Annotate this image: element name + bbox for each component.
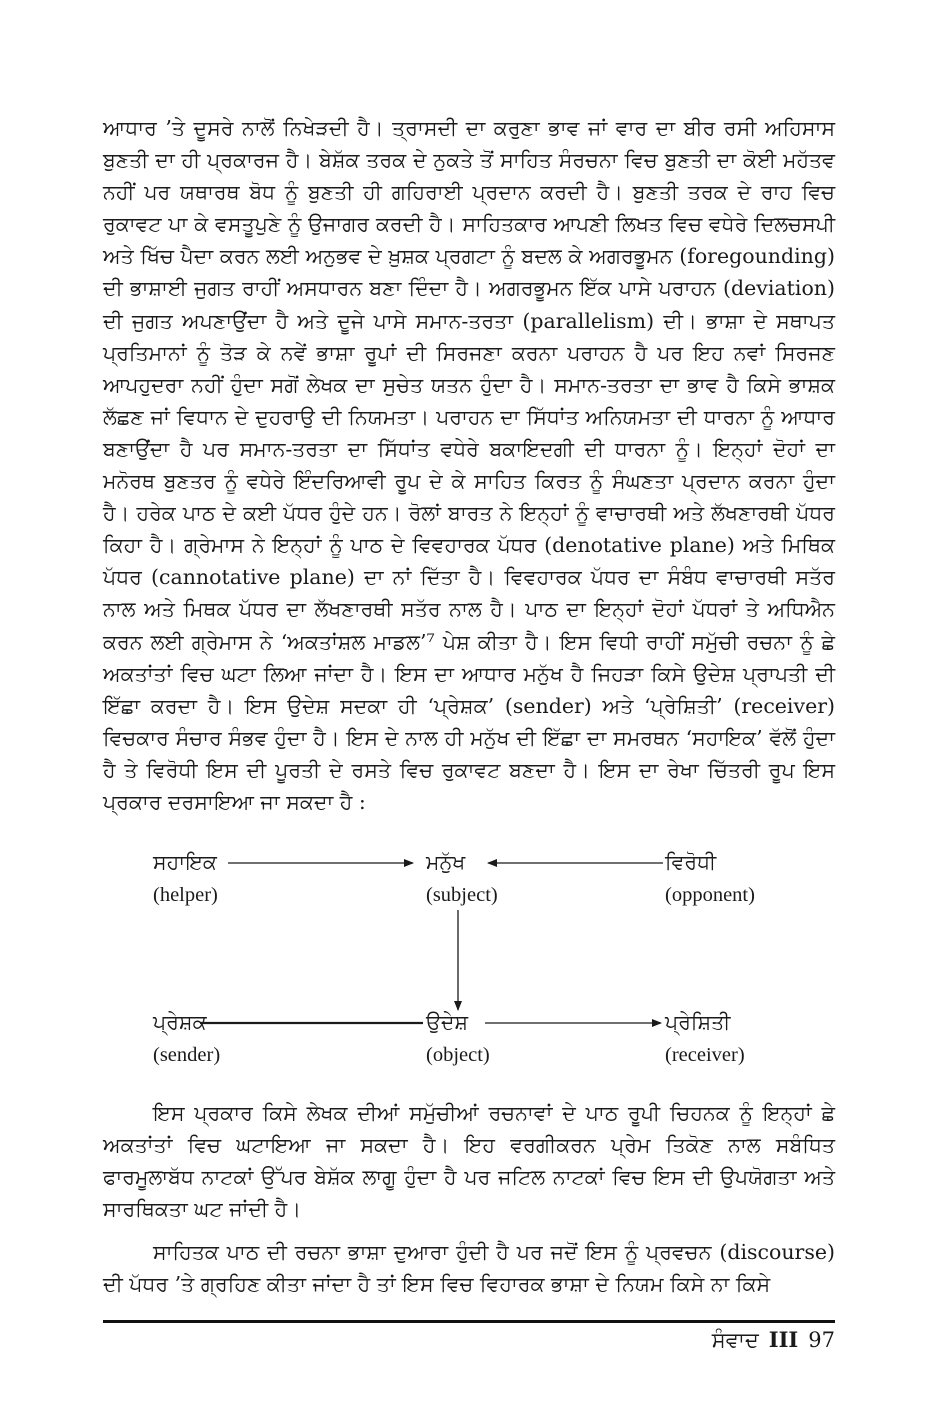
opponent-gloss: (opponent) (665, 884, 755, 906)
page-footer (702, 1327, 835, 1353)
helper-label: ਸਹਾਇਕ (153, 850, 217, 874)
object-label: ਉਦੇਸ਼ (426, 1010, 469, 1034)
body-paragraph-3: ਸਾਹਿਤਕ ਪਾਠ ਦੀ ਰਚਨਾ ਭਾਸ਼ਾ ਦੁਆਰਾ ਹੁੰਦੀ ਹੈ ਪਰ ਜਦੋਂ ਇਸ ਨੂੰ ਪ੍ਰਵਚਨ (discourse) ਦੀ ਪੱਧਰ ’ਤੇ ਗ੍ਰਹਿਣ ਕੀਤਾ ਜਾਂਦਾ ਹੈ ਤਾਂ ਇਸ ਵਿਚ ਵਿਹਾਰਕ ਭਾਸ਼ਾ ਦੇ ਨਿਯਮ ਕਿਸੇ ਨਾ ਕਿਸੇ (103, 1240, 835, 1297)
opponent-label: ਵਿਰੋਧੀ (665, 850, 717, 874)
footer-rule (103, 1320, 835, 1323)
subject-label: ਮਨੁੱਖ (426, 850, 466, 874)
helper-gloss: (helper) (153, 884, 218, 906)
actantial-model-diagram (103, 845, 835, 1085)
object-gloss: (object) (426, 1044, 490, 1066)
subject-gloss: (subject) (426, 884, 498, 906)
sender-gloss: (sender) (153, 1044, 221, 1066)
body-paragraph-2: ਇਸ ਪ੍ਰਕਾਰ ਕਿਸੇ ਲੇਖਕ ਦੀਆਂ ਸਮੁੱਚੀਆਂ ਰਚਨਾਵਾਂ ਦੇ ਪਾਠ ਰੂਪੀ ਚਿਹਨਕ ਨੂੰ ਇਨ੍ਹਾਂ ਛੇ ਅਕਤਾਂਤਾਂ ਵਿਚ ਘਟਾਇਆ ਜਾ ਸਕਦਾ ਹੈ। ਇਹ ਵਰਗੀਕਰਨ ਪ੍ਰੇਮ ਤਿਕੋਣ ਨਾਲ ਸਬੰਧਿਤ ਫਾਰਮੂਲਾਬੱਧ ਨਾਟਕਾਂ ਉੱਪਰ ਬੇਸ਼ੱਕ ਲਾਗੂ ਹੁੰਦਾ ਹੈ ਪਰ ਜਟਿਲ ਨਾਟਕਾਂ ਵਿਚ ਇਸ ਦੀ ਉਪਯੋਗਤਾ ਅਤੇ ਸਾਰਥਿਕਤਾ ਘਟ ਜਾਂਦੀ ਹੈ। (103, 1101, 835, 1222)
page-number: 97 (808, 1328, 835, 1352)
receiver-label: ਪ੍ਰੇਸ਼ਿਤੀ (665, 1010, 731, 1034)
sender-label: ਪ੍ਰੇਸ਼ਕ (153, 1010, 207, 1034)
footer-separator: III (768, 1327, 799, 1352)
receiver-gloss: (receiver) (665, 1044, 745, 1066)
body-paragraph-1: ਆਧਾਰ ’ਤੇ ਦੂਸਰੇ ਨਾਲੋਂ ਨਿਖੇੜਦੀ ਹੈ। ਤ੍ਰਾਸਦੀ ਦਾ ਕਰੁਣਾ ਭਾਵ ਜਾਂ ਵਾਰ ਦਾ ਬੀਰ ਰਸੀ ਅਹਿਸਾਸ ਬੁਣਤੀ ਦਾ ਹੀ ਪ੍ਰਕਾਰਜ ਹੈ। ਬੇਸ਼ੱਕ ਤਰਕ ਦੇ ਨੁਕਤੇ ਤੋਂ ਸਾਹਿਤ ਸੰਰਚਨਾ ਵਿਚ ਬੁਣਤੀ ਦਾ ਕੋਈ ਮਹੱਤਵ ਨਹੀਂ ਪਰ ਯਥਾਰਥ ਬੋਧ ਨੂੰ ਬੁਣਤੀ ਹੀ ਗਹਿਰਾਈ ਪ੍ਰਦਾਨ ਕਰਦੀ ਹੈ। ਬੁਣਤੀ ਤਰਕ ਦੇ ਰਾਹ ਵਿਚ ਰੁਕਾਵਟ ਪਾ ਕੇ ਵਸਤੂਪੁਣੇ ਨੂੰ ਉਜਾਗਰ ਕਰਦੀ ਹੈ। ਸਾਹਿਤਕਾਰ ਆਪਣੀ ਲਿਖਤ ਵਿਚ ਵਧੇਰੇ ਦਿਲਚਸਪੀ ਅਤੇ ਖਿੱਚ ਪੈਦਾ ਕਰਨ ਲਈ ਅਨੁਭਵ ਦੇ ਖ਼ੁਸ਼ਕ ਪ੍ਰਗਟਾ ਨੂੰ ਬਦਲ ਕੇ ਅਗਰਭੂਮਨ (foregounding) ਦੀ ਭਾਸ਼ਾਈ ਜੁਗਤ ਰਾਹੀਂ ਅਸਧਾਰਨ ਬਣਾ ਦਿੰਦਾ ਹੈ। ਅਗਰਭੂਮਨ ਇੱਕ ਪਾਸੇ ਪਰਾਹਨ (deviation) ਦੀ ਜੁਗਤ ਅਪਣਾਉਂਦਾ ਹੈ ਅਤੇ ਦੂਜੇ ਪਾਸੇ ਸਮਾਨ-ਤਰਤਾ (parallelism) ਦੀ। ਭਾਸ਼ਾ ਦੇ ਸਥਾਪਤ ਪ੍ਰਤਿਮਾਨਾਂ ਨੂੰ ਤੋੜ ਕੇ ਨਵੇਂ ਭਾਸ਼ਾ ਰੂਪਾਂ ਦੀ ਸਿਰਜਣਾ ਕਰਨਾ ਪਰਾਹਨ ਹੈ ਪਰ ਇਹ ਨਵਾਂ ਸਿਰਜਣ ਆਪਹੁਦਰਾ ਨਹੀਂ ਹੁੰਦਾ ਸਗੋਂ ਲੇਖਕ ਦਾ ਸੁਚੇਤ ਯਤਨ ਹੁੰਦਾ ਹੈ। ਸਮਾਨ-ਤਰਤਾ ਦਾ ਭਾਵ ਹੈ ਕਿਸੇ ਭਾਸ਼ਕ ਲੱਛਣ ਜਾਂ ਵਿਧਾਨ ਦੇ ਦੁਹਰਾਉ ਦੀ ਨਿਯਮਤਾ। ਪਰਾਹਨ ਦਾ ਸਿੱਧਾਂਤ ਅਨਿਯਮਤਾ ਦੀ ਧਾਰਨਾ ਨੂੰ ਆਧਾਰ ਬਣਾਉਂਦਾ ਹੈ ਪਰ ਸਮਾਨ-ਤਰਤਾ ਦਾ ਸਿੱਧਾਂਤ ਵਧੇਰੇ ਬਕਾਇਦਗੀ ਦੀ ਧਾਰਨਾ ਨੂੰ। ਇਨ੍ਹਾਂ ਦੋਹਾਂ ਦਾ ਮਨੋਰਥ ਬੁਣਤਰ ਨੂੰ ਵਧੇਰੇ ਇੰਦਰਿਆਵੀ ਰੂਪ ਦੇ ਕੇ ਸਾਹਿਤ ਕਿਰਤ ਨੂੰ ਸੰਘਣਤਾ ਪ੍ਰਦਾਨ ਕਰਨਾ ਹੁੰਦਾ ਹੈ। ਹਰੇਕ ਪਾਠ ਦੇ ਕਈ ਪੱਧਰ ਹੁੰਦੇ ਹਨ। ਰੋਲਾਂ ਬਾਰਤ ਨੇ ਇਨ੍ਹਾਂ ਨੂੰ ਵਾਚਾਰਥੀ ਅਤੇ ਲੱਖਣਾਰਥੀ ਪੱਧਰ ਕਿਹਾ ਹੈ। ਗ੍ਰੇਮਾਸ ਨੇ ਇਨ੍ਹਾਂ ਨੂੰ ਪਾਠ ਦੇ ਵਿਵਹਾਰਕ ਪੱਧਰ (denotative plane) ਅਤੇ ਮਿਥਿਕ ਪੱਧਰ (cannotative plane) ਦਾ ਨਾਂ ਦਿੱਤਾ ਹੈ। ਵਿਵਹਾਰਕ ਪੱਧਰ ਦਾ ਸੰਬੰਧ ਵਾਚਾਰਥੀ ਸਤੱਰ ਨਾਲ ਅਤੇ ਮਿਥਕ ਪੱਧਰ ਦਾ ਲੱਖਣਾਰਥੀ ਸਤੱਰ ਨਾਲ ਹੈ। ਪਾਠ ਦਾ ਇਨ੍ਹਾਂ ਦੋਹਾਂ ਪੱਧਰਾਂ ਤੇ ਅਧਿਐਨ ਕਰਨ ਲਈ ਗ੍ਰੇਮਾਸ ਨੇ ‘ਅਕਤਾਂਸ਼ਲ ਮਾਡਲ’⁷ ਪੇਸ਼ ਕੀਤਾ ਹੈ। ਇਸ ਵਿਧੀ ਰਾਹੀਂ ਸਮੁੱਚੀ ਰਚਨਾ ਨੂੰ ਛੇ ਅਕਤਾਂਤਾਂ ਵਿਚ ਘਟਾ ਲਿਆ ਜਾਂਦਾ ਹੈ। ਇਸ ਦਾ ਆਧਾਰ ਮਨੁੱਖ ਹੈ ਜਿਹੜਾ ਕਿਸੇ ਉਦੇਸ਼ ਪ੍ਰਾਪਤੀ ਦੀ ਇੱਛਾ ਕਰਦਾ ਹੈ। ਇਸ ਉਦੇਸ਼ ਸਦਕਾ ਹੀ ‘ਪ੍ਰੇਸ਼ਕ’ (sender) ਅਤੇ ‘ਪ੍ਰੇਸ਼ਿਤੀ’ (receiver) ਵਿਚਕਾਰ ਸੰਚਾਰ ਸੰਭਵ ਹੁੰਦਾ ਹੈ। ਇਸ ਦੇ ਨਾਲ ਹੀ ਮਨੁੱਖ ਦੀ ਇੱਛਾ ਦਾ ਸਮਰਥਨ ‘ਸਹਾਇਕ’ ਵੱਲੋਂ ਹੁੰਦਾ ਹੈ ਤੇ ਵਿਰੋਧੀ ਇਸ ਦੀ ਪੂਰਤੀ ਦੇ ਰਸਤੇ ਵਿਚ ਰੁਕਾਵਟ ਬਣਦਾ ਹੈ। ਇਸ ਦਾ ਰੇਖਾ ਚਿੱਤਰੀ ਰੂਪ ਇਸ ਪ੍ਰਕਾਰ ਦਰਸਾਇਆ ਜਾ ਸਕਦਾ ਹੈ : (103, 116, 835, 814)
running-title: ਸੰਵਾਦ (711, 1328, 759, 1352)
